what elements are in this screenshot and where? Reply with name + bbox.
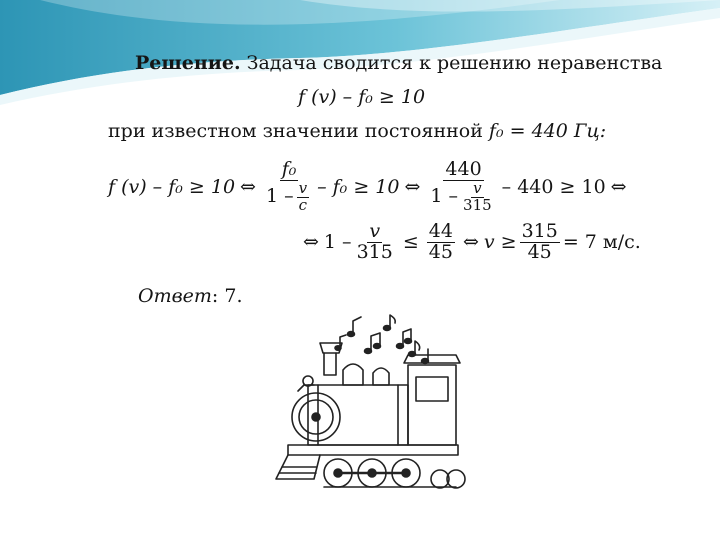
fraction-44-over-45 (427, 222, 455, 263)
fraction-numerator: v (298, 178, 308, 197)
fraction-denominator: c (298, 195, 308, 214)
fraction-numerator: v (473, 178, 482, 197)
derivation-chain-1 (108, 160, 632, 213)
one-minus: 1 – (430, 185, 459, 208)
fraction-f0-doppler (264, 160, 314, 213)
fraction-v-over-c (297, 178, 309, 214)
one-minus: 1 – (323, 231, 352, 254)
known-constant-line (108, 120, 606, 142)
result-value: = 7 м/с. (562, 231, 641, 254)
v-ge: v ≥ (483, 231, 517, 254)
known-constant-value: f₀ = 440 Гц: (488, 120, 607, 142)
fraction-denominator: 315 (356, 240, 393, 263)
answer-value: : 7. (211, 285, 243, 307)
equiv-symbol: ⇔ (303, 231, 319, 254)
main-inequality (298, 86, 425, 108)
steam-locomotive-icon (268, 305, 468, 510)
fraction-numerator: 44 (428, 220, 453, 242)
fraction-denominator: 315 (463, 195, 492, 214)
fraction-v-over-315 (461, 178, 494, 214)
fraction-v-over-315 (355, 222, 395, 263)
minus-f0: – f₀ ≥ 10 (317, 175, 400, 198)
fraction-denominator (264, 178, 314, 214)
solution-text: Задача сводится к решению неравенства (240, 52, 663, 74)
known-constant-text: при известном значении постоянной (108, 120, 489, 142)
fraction-denominator: 45 (527, 240, 552, 263)
chain-lhs: f (v) – f₀ ≥ 10 (108, 175, 236, 198)
fraction-denominator (428, 178, 498, 214)
answer-line (138, 285, 243, 307)
answer-label: Ответ (138, 285, 212, 307)
music-notes-icon (335, 315, 429, 364)
minus-440: – 440 ≥ 10 (501, 175, 606, 198)
equiv-symbol: ⇔ (462, 231, 479, 254)
le-symbol: ≤ (402, 231, 419, 254)
fraction-denominator: 45 (428, 240, 453, 263)
solution-label: Решение. (135, 52, 241, 74)
equiv-symbol: ⇔ (240, 175, 256, 198)
solution-heading (135, 52, 662, 74)
fraction-numerator: 440 (445, 158, 482, 180)
fraction-numerator: f₀ (281, 158, 297, 180)
equiv-symbol: ⇔ (404, 175, 421, 198)
fraction-numerator: 315 (521, 220, 558, 242)
inequality-expression: f (v) – f₀ ≥ 10 (298, 86, 426, 108)
fraction-440-doppler (428, 160, 498, 213)
fraction-315-over-45 (520, 222, 560, 263)
derivation-chain-2 (298, 222, 641, 263)
equiv-symbol: ⇔ (610, 175, 627, 198)
fraction-numerator: v (369, 220, 381, 242)
one-minus: 1 – (265, 185, 294, 208)
